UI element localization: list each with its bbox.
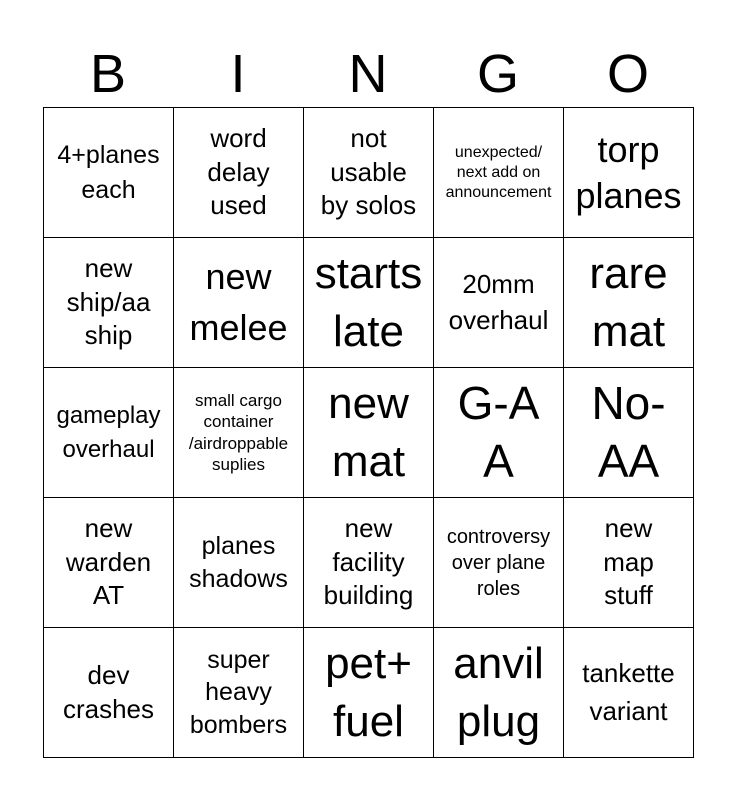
cell-text: not usable by solos <box>320 122 417 221</box>
bingo-cell[interactable] <box>44 238 174 368</box>
grid-row <box>44 368 694 498</box>
cell-text: No-AA <box>591 376 666 487</box>
bingo-cell[interactable] <box>44 368 174 498</box>
header-letter-b: B <box>89 44 127 104</box>
bingo-cell[interactable] <box>564 108 694 238</box>
cell-text: unexpected/ next add on announcement <box>445 143 552 201</box>
cell-text: dev crashes <box>62 659 155 724</box>
bingo-cell[interactable] <box>564 238 694 368</box>
bingo-cell[interactable] <box>304 628 434 758</box>
header-letter-i: I <box>230 44 246 104</box>
bingo-cell[interactable] <box>174 238 304 368</box>
bingo-header <box>43 40 693 108</box>
cell-text: controversy over plane roles <box>446 525 551 600</box>
cell-text: gameplay overhaul <box>56 402 161 463</box>
bingo-cell[interactable] <box>304 108 434 238</box>
cell-text: 20mm overhaul <box>448 269 549 335</box>
bingo-cell[interactable] <box>304 368 434 498</box>
header-letter-n: N <box>348 44 388 104</box>
bingo-cell[interactable] <box>174 368 304 498</box>
cell-text: new warden AT <box>65 512 152 611</box>
cell-text: tankette variant <box>582 657 675 726</box>
grid-row <box>44 498 694 628</box>
cell-text: new map stuff <box>603 512 654 611</box>
cell-text: new ship/aa ship <box>66 252 151 351</box>
bingo-cell[interactable] <box>44 108 174 238</box>
grid-row <box>44 238 694 368</box>
bingo-cell[interactable] <box>434 368 564 498</box>
cell-text: super heavy bombers <box>189 645 288 739</box>
cell-text: pet+ fuel <box>325 639 412 746</box>
cell-text: small cargo container /airdroppable suplies <box>188 391 289 474</box>
bingo-grid <box>43 107 694 758</box>
bingo-cell[interactable] <box>564 498 694 628</box>
cell-text: starts late <box>314 249 423 356</box>
cell-text: G-AA <box>457 376 540 487</box>
bingo-cell[interactable] <box>564 368 694 498</box>
cell-text: new melee <box>189 256 288 348</box>
cell-text: rare mat <box>589 249 668 356</box>
bingo-cell[interactable] <box>434 628 564 758</box>
bingo-cell[interactable] <box>434 108 564 238</box>
cell-text: new mat <box>328 379 409 486</box>
grid-row <box>44 108 694 238</box>
header-letter-o: O <box>606 44 649 104</box>
header-letter-g: G <box>476 44 519 104</box>
grid-row <box>44 628 694 758</box>
bingo-cell[interactable] <box>174 628 304 758</box>
bingo-cell[interactable] <box>434 498 564 628</box>
cell-text: anvil plug <box>453 639 544 746</box>
bingo-cell[interactable] <box>304 498 434 628</box>
bingo-cell[interactable] <box>44 498 174 628</box>
bingo-cell[interactable] <box>174 108 304 238</box>
cell-text: torp planes <box>575 129 682 216</box>
bingo-cell[interactable] <box>44 628 174 758</box>
cell-text: planes shadows <box>189 531 288 593</box>
cell-text: new facility building <box>323 512 414 611</box>
bingo-cell[interactable] <box>304 238 434 368</box>
bingo-cell[interactable] <box>564 628 694 758</box>
bingo-cell[interactable] <box>434 238 564 368</box>
cell-text: word delay used <box>207 122 270 221</box>
bingo-cell[interactable] <box>174 498 304 628</box>
cell-text: 4+planes each <box>57 141 160 204</box>
